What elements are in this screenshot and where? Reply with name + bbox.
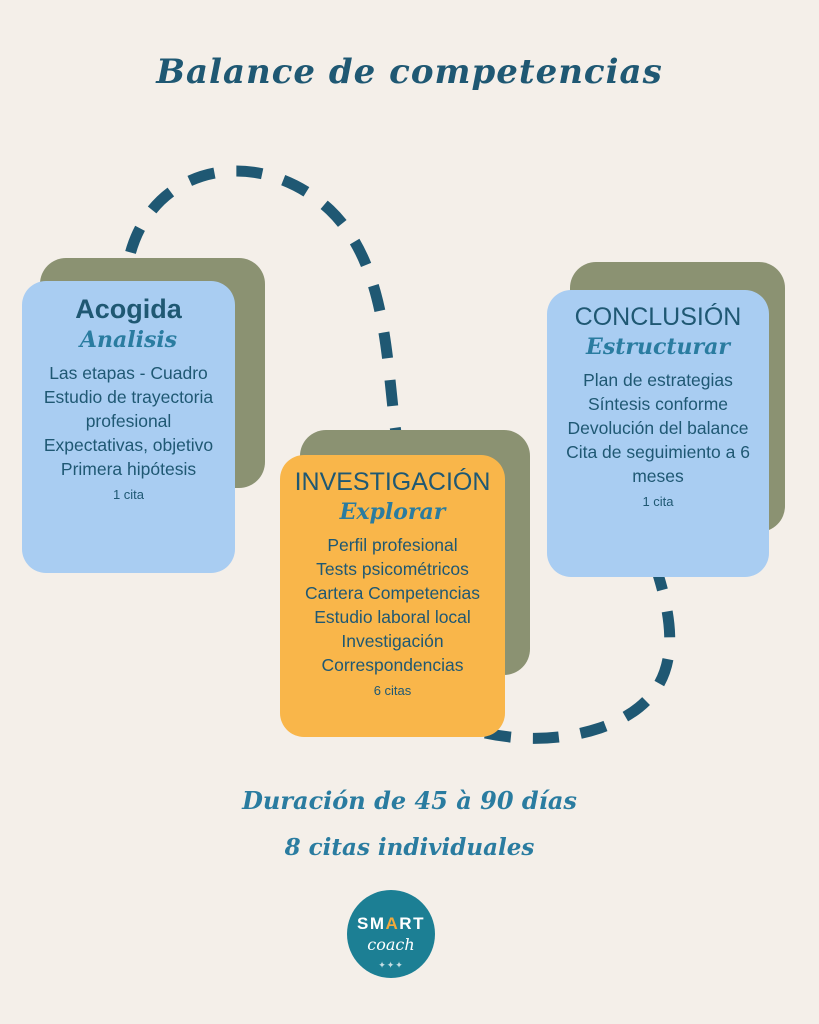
logo-text-after: RT — [399, 914, 425, 933]
list-item: Cartera Competencias — [304, 582, 481, 603]
list-item: Correspondencias — [321, 655, 464, 676]
list-item: Estudio de trayectoria profesional — [43, 386, 214, 431]
list-item: Perfil profesional — [327, 534, 458, 555]
stage-items-investigacion — [290, 533, 495, 678]
stage-title-investigacion: INVESTIGACIÓN — [294, 468, 491, 496]
stage-title-conclusion: CONCLUSIÓN — [574, 303, 742, 331]
list-item: Expectativas, objetivo — [43, 435, 214, 456]
stage-items-acogida — [32, 361, 225, 482]
stage-card-conclusion[interactable] — [547, 290, 769, 577]
page-title: Balance de competencias — [156, 52, 663, 92]
stage-count-conclusion: 1 cita — [642, 494, 674, 510]
stage-subtitle-investigacion: Explorar — [339, 498, 446, 525]
logo-subtext: coach — [367, 935, 415, 954]
list-item: Cita de seguimiento a 6 meses — [566, 441, 750, 487]
list-item: Tests psicométricos — [316, 558, 469, 579]
stage-title-acogida: Acogida — [75, 294, 182, 324]
appointments-text: 8 citas individuales — [284, 834, 535, 861]
list-item: Plan de estrategias — [583, 369, 733, 390]
stage-card-investigacion[interactable] — [280, 455, 505, 737]
stage-card-acogida[interactable] — [22, 281, 235, 573]
stage-items-conclusion — [557, 368, 759, 489]
list-item: Devolución del balance — [567, 417, 749, 438]
stage-subtitle-acogida: Analisis — [79, 326, 178, 353]
stage-count-acogida: 1 cita — [112, 487, 145, 503]
list-item: Estudio laboral local — [314, 606, 471, 627]
logo-laurel-icon: ✦✦✦ — [378, 960, 404, 970]
logo-text-before: SM — [357, 914, 386, 933]
smart-coach-logo — [347, 890, 435, 978]
stage-count-investigacion: 6 citas — [373, 683, 412, 699]
list-item: Las etapas - Cuadro — [49, 362, 208, 383]
logo-wordmark — [357, 914, 425, 934]
list-item: Síntesis conforme — [587, 393, 729, 414]
logo-text-accent: A — [385, 914, 400, 933]
list-item: Primera hipótesis — [60, 459, 197, 480]
stage-subtitle-conclusion: Estructurar — [586, 333, 730, 360]
list-item: Investigación — [341, 631, 444, 652]
duration-text: Duración de 45 à 90 días — [242, 786, 577, 815]
